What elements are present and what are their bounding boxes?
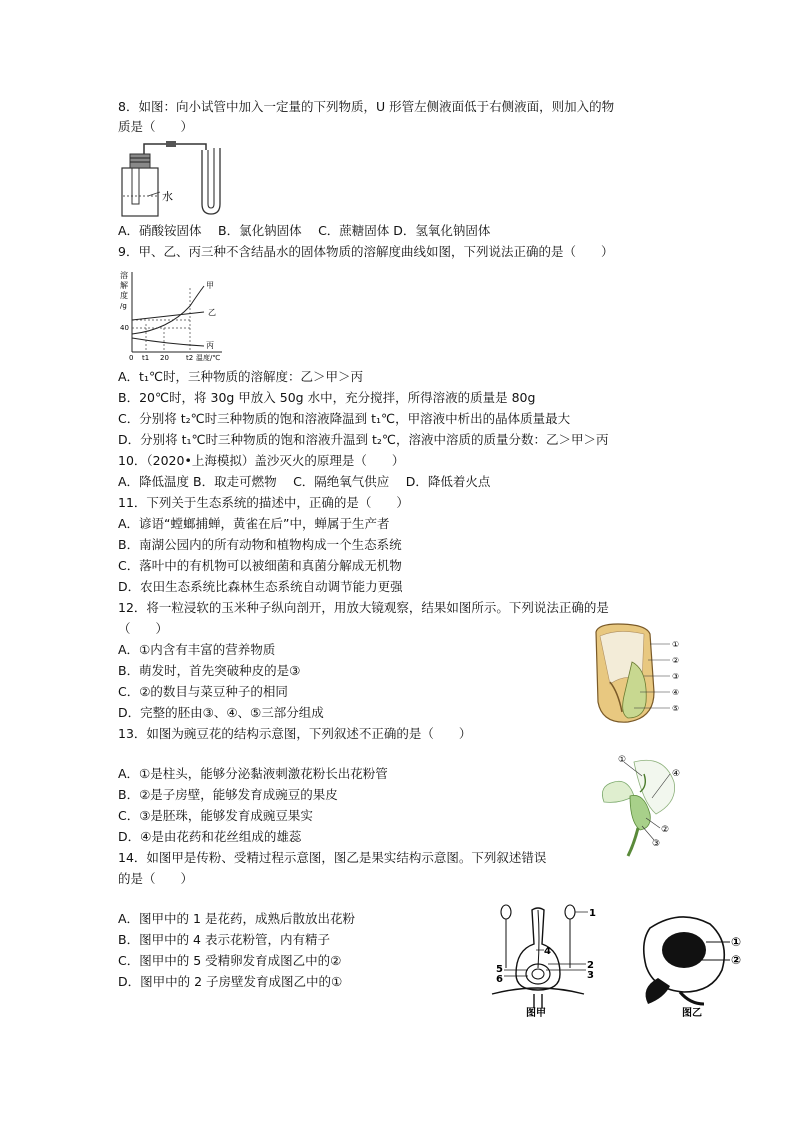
q13-label-4: ④ <box>672 769 681 779</box>
q12-label-5: ⑤ <box>672 704 680 713</box>
q12-option-d: D．完整的胚由③、④、⑤三部分组成 <box>118 705 324 720</box>
q9-xtick-t2: t2 <box>186 354 194 362</box>
q12-label-3: ③ <box>672 672 680 681</box>
q12-label-2: ② <box>672 656 680 665</box>
q14-yi-label-2: ② <box>731 953 742 967</box>
q14-jia-label-1: 1 <box>589 908 596 919</box>
q8-apparatus-figure <box>118 138 228 220</box>
q13-label-2: ② <box>661 825 670 835</box>
q11-option-d: D．农田生态系统比森林生态系统自动调节能力更强 <box>118 579 403 594</box>
q8-stem-line2: 质是（ ） <box>118 119 194 134</box>
q9-curve-bing <box>132 338 204 346</box>
q11-stem: 11．下列关于生态系统的描述中，正确的是（ ） <box>118 495 409 510</box>
q14-stem-line2: 的是（ ） <box>118 871 194 886</box>
q9-stem: 9．甲、乙、丙三种不含结晶水的固体物质的溶解度曲线如图，下列说法正确的是（ ） <box>118 244 614 259</box>
q9-curve-jia <box>132 286 204 334</box>
q10-options: A．降低温度 B．取走可燃物 C．隔绝氧气供应 D．降低着火点 <box>118 474 491 489</box>
q14-jia-label-3: 3 <box>587 970 594 981</box>
q12-label-1: ① <box>672 640 680 649</box>
q8-options: A．硝酸铵固体 B．氯化钠固体 C．蔗糖固体 D．氢氧化钠固体 <box>118 223 491 238</box>
q14-yi-label-1: ① <box>731 935 742 949</box>
q9-option-c: C．分别将 t₂℃时三种物质的饱和溶液降温到 t₁℃，甲溶液中析出的晶体质量最大 <box>118 411 571 426</box>
q14-figure-yi <box>630 908 770 1020</box>
q9-xtick-0: 0 <box>129 354 134 362</box>
q12-option-c: C．②的数目与菜豆种子的相同 <box>118 684 288 699</box>
q12-option-b: B．萌发时，首先突破种皮的是③ <box>118 663 301 678</box>
q9-xtick-20: 20 <box>160 354 169 362</box>
q8-water-label: 水 <box>162 190 173 203</box>
q14-option-b: B．图甲中的 4 表示花粉管，内有精子 <box>118 932 330 947</box>
q9-option-d: D．分别将 t₁℃时三种物质的饱和溶液升温到 t₂℃，溶液中溶质的质量分数：乙＞甲＞丙 <box>118 432 609 447</box>
q13-option-b: B．②是子房壁，能够发育成豌豆的果皮 <box>118 787 338 802</box>
q9-solubility-chart <box>118 268 228 364</box>
q14-jia-label-2: 2 <box>587 960 594 971</box>
q9-option-a: A．t₁℃时，三种物质的溶解度：乙＞甲＞丙 <box>118 369 364 384</box>
q10-stem: 10．（2020•上海模拟）盖沙灭火的原理是（ ） <box>118 453 405 468</box>
q9-option-b: B．20℃时，将 30g 甲放入 50g 水中，充分搅拌，所得溶液的质量是 80g <box>118 390 536 405</box>
q13-pea-flower-figure <box>594 752 694 860</box>
q13-label-3: ③ <box>652 839 661 849</box>
q13-label-1: ① <box>618 755 627 765</box>
q14-jia-caption: 图甲 <box>526 1008 546 1019</box>
q12-label-4: ④ <box>672 688 680 697</box>
q14-option-c: C．图甲中的 5 受精卵发育成图乙中的② <box>118 953 342 968</box>
q9-ylabel-3: 度 <box>120 291 128 300</box>
q9-xtick-t1: t1 <box>142 354 150 362</box>
q14-stem-line1: 14．如图甲是传粉、受精过程示意图，图乙是果实结构示意图。下列叙述错误 <box>118 850 547 865</box>
q14-jia-label-6: 6 <box>496 974 503 985</box>
q13-option-d: D．④是由花药和花丝组成的雄蕊 <box>118 829 302 844</box>
q9-label-jia: 甲 <box>206 281 214 290</box>
q11-option-c: C．落叶中的有机物可以被细菌和真菌分解成无机物 <box>118 558 402 573</box>
q9-label-yi: 乙 <box>208 308 216 317</box>
q13-option-a: A．①是柱头，能够分泌黏液刺激花粉长出花粉管 <box>118 766 388 781</box>
q12-stem-line2: （ ） <box>118 621 169 636</box>
q9-curve-yi <box>132 312 204 320</box>
q12-corn-seed-figure <box>588 622 688 726</box>
q11-option-b: B．南湖公园内的所有动物和植物构成一个生态系统 <box>118 537 402 552</box>
q12-option-a: A．①内含有丰富的营养物质 <box>118 642 276 657</box>
q14-figure-jia <box>478 898 608 1020</box>
q14-yi-caption: 图乙 <box>682 1008 702 1019</box>
q11-option-a: A．谚语“螳螂捕蝉，黄雀在后”中，蝉属于生产者 <box>118 516 390 531</box>
q9-xlabel: 温度/℃ <box>196 354 221 362</box>
q14-jia-label-5: 5 <box>496 964 503 975</box>
q9-ylabel-1: 溶 <box>120 271 128 280</box>
q12-stem-line1: 12．将一粒浸软的玉米种子纵向剖开，用放大镜观察，结果如图所示。下列说法正确的是 <box>118 600 609 615</box>
q9-ylabel-2: 解 <box>120 281 128 290</box>
q9-label-bing: 丙 <box>206 341 214 350</box>
q14-option-d: D．图甲中的 2 子房壁发育成图乙中的① <box>118 974 343 989</box>
q9-ytick-40: 40 <box>120 324 129 332</box>
q13-stem: 13．如图为豌豆花的结构示意图，下列叙述不正确的是（ ） <box>118 726 472 741</box>
q13-option-c: C．③是胚珠，能够发育成豌豆果实 <box>118 808 313 823</box>
q14-option-a: A．图甲中的 1 是花药，成熟后散放出花粉 <box>118 911 355 926</box>
q8-stem-line1: 8．如图：向小试管中加入一定量的下列物质，U 形管左侧液面低于右侧液面，则加入的物 <box>118 99 615 114</box>
q9-ylabel-unit: /g <box>120 302 127 310</box>
q14-jia-label-4: 4 <box>544 946 551 957</box>
